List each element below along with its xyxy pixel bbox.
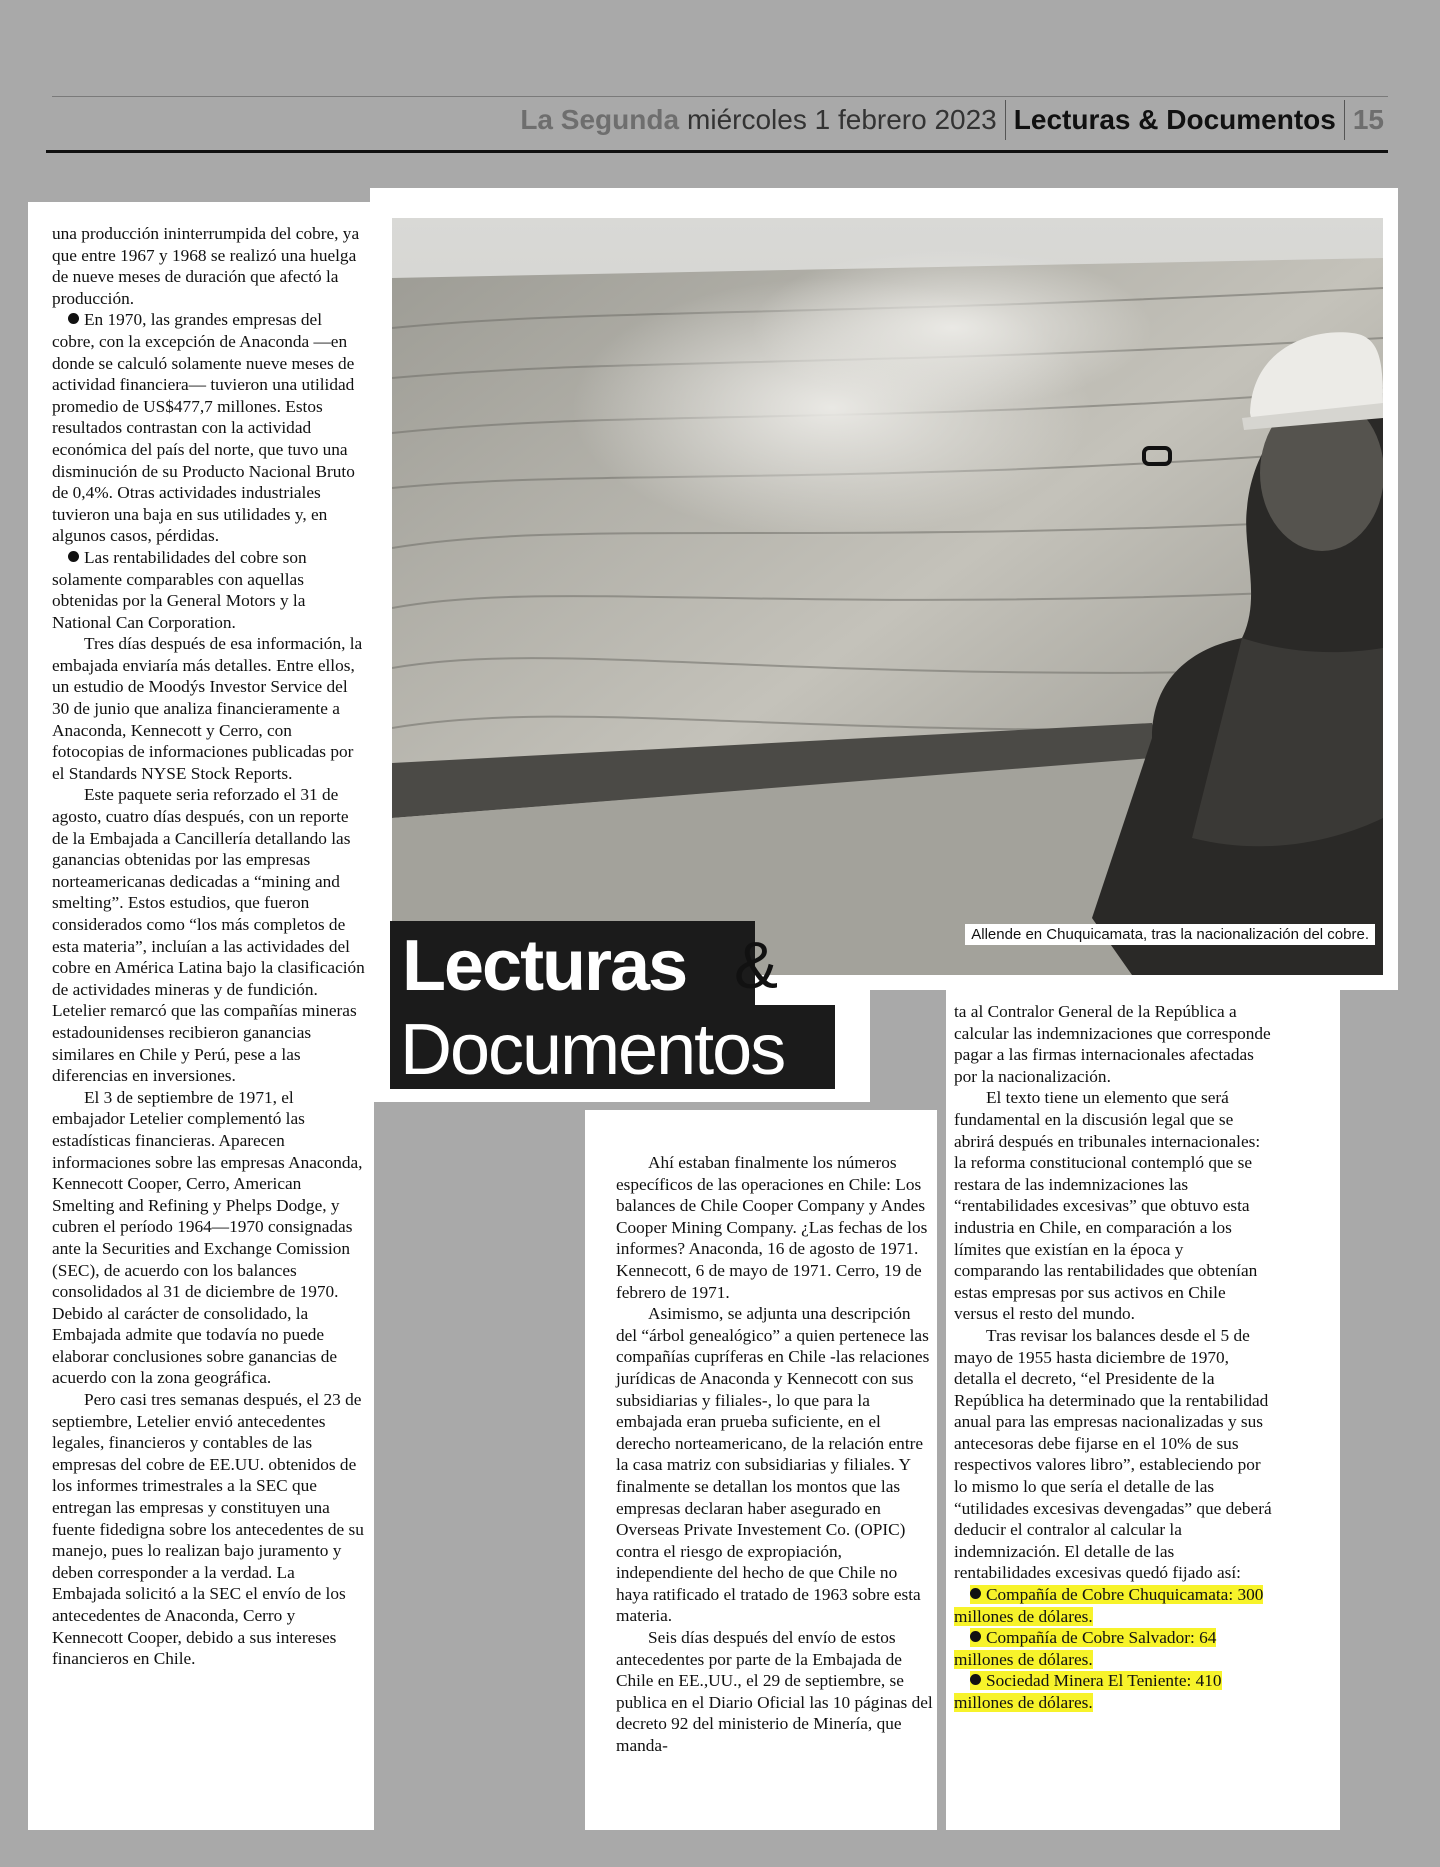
- page-header: [520, 100, 1384, 140]
- highlight: [954, 1585, 1263, 1626]
- bullet-text: Las rentabilidades del cobre son solamente comparables con aquellas obtenidas por la General Motors y la National Can Corporation.: [52, 547, 307, 632]
- bullet-text: En 1970, las grandes empresas del cobre, con la excepción de Anaconda —en donde se calculó solamente nueve meses de actividad financiera— tuvieron una utilidad promedio de US$477,7 millones. Estos resultados contrastan con la actividad económica del país del norte, que tuvo una disminución de su Producto Nacional Bruto de 0,4%. Otras actividades industriales tuvieron una baja en sus utilidades y, en algunos casos, pérdidas.: [52, 310, 355, 546]
- paragraph: Tras revisar los balances desde el 5 de mayo de 1955 hasta diciembre de 1970, detalla el decreto, “el Presidente de la República ha determinado que la rentabilidad anual para las empresas nacionalizadas y sus antecesoras debe fijarse en el 10% de sus respectivos valores libro”, estableciendo por lo mismo lo que sería el detalle de las “utilidades excesivas devengadas” que deberá deducir el contralor al calcular la indemnización. El detalle de las rentabilidades excesivas quedó fijado así:: [954, 1325, 1272, 1583]
- paragraph: Asimismo, se adjunta una descripción del “árbol genealógico” a quien pertenece las compañías cupríferas en Chile -las relaciones jurídicas de Anaconda y Kennecott con sus subsidiarias y filiales-, lo que para la embajada eran prueba suficiente, en el derecho norteamericano, de la relación entre la casa matriz con subsidiarias y filiales. Y finalmente se detallan los montos que las empresas declaran haber asegurado en Overseas Private Investement Co. (OPIC) contra el riesgo de expropiación, independiente del hecho de que Chile no haya ratificado el tratado de 1963 sobre esta materia.: [616, 1304, 930, 1626]
- newspaper-name: La Segunda: [520, 104, 680, 135]
- paragraph: Tres días después de esa información, la embajada enviaría más detalles. Entre ellos, un estudio de Moodýs Investor Service del 30 de junio que analiza financieramente a Anaconda, Kennecott y Cerro, con fotocopias de informaciones publicadas por el Standards NYSE Stock Reports.: [52, 634, 363, 783]
- page-number: 15: [1352, 104, 1384, 135]
- header-top-rule: [52, 96, 1388, 97]
- logo-word-documentos: Documentos: [400, 1010, 785, 1090]
- paragraph: ta al Contralor General de la República a calcular las indemnizaciones que corresponde pagar a las firmas internacionales afectadas por la nacionalización.: [954, 1002, 1271, 1086]
- highlight: [954, 1671, 1222, 1712]
- paragraph: una producción ininterrumpida del cobre, ya que entre 1967 y 1968 se realizó una huelga de nueve meses de duración que afectó la producción.: [52, 224, 360, 308]
- bullet-item: [52, 309, 368, 547]
- highlighted-bullet-item: [954, 1670, 1272, 1713]
- issue-date: miércoles 1 febrero 2023: [687, 104, 997, 135]
- bullet-icon: [970, 1588, 981, 1599]
- header-bottom-rule: [46, 150, 1388, 153]
- bullet-icon: [68, 313, 79, 324]
- bullet-icon: [970, 1674, 981, 1685]
- article-column-3: [954, 1001, 1272, 1714]
- bullet-item: [52, 547, 368, 633]
- bullet-text: Compañía de Cobre Chuquicamata: 300 millones de dólares.: [954, 1585, 1264, 1626]
- highlighted-bullet-item: [954, 1584, 1272, 1627]
- paragraph: Pero casi tres semanas después, el 23 de septiembre, Letelier envió antecedentes legales, financieros y contables de las empresas del cobre de EE.UU. obtenidos de los informes trimestrales a la SEC que entregan las empresas y constituyen una fuente fidedigna sobre los antecedentes de su manejo, pues lo realizan bajo juramento y deben corresponder a la verdad. La Embajada solicitó a la SEC el envío de los antecedentes de Anaconda, Cerro y Kennecott Cooper, debido a sus intereses financieros en Chile.: [52, 1390, 364, 1669]
- paragraph: Este paquete seria reforzado el 31 de agosto, cuatro días después, con un reporte de la Embajada a Cancillería detallando las ganancias obtenidas por las empresas norteamericanas dedicadas a “mining and smelting”. Estos estudios, que fueron considerados como “los más completos de esta materia”, incluían a las actividades del cobre en América Latina bajo la clasificación de actividades mineras y de fundición. Letelier remarcó que las compañías mineras estadounidenses recibieron ganancias similares en Chile y Perú, pese a las diferencias en inversiones.: [52, 785, 365, 1086]
- bullet-icon: [68, 551, 79, 562]
- paragraph: Seis días después del envío de estos antecedentes por parte de la Embajada de Chile en EE.,UU., el 29 de septiembre, se publica en el Diario Oficial las 10 páginas del decreto 92 del ministerio de Minería, que manda-: [616, 1628, 933, 1756]
- allende-mine-photo: [392, 218, 1383, 975]
- logo-word-lecturas: Lecturas: [402, 926, 687, 1006]
- paragraph: El texto tiene un elemento que será fundamental en la discusión legal que se abrirá después en tribunales internacionales: la reforma constitucional contempló que se restara de las indemnizaciones las “rentabilidades excesivas” que obtuvo esta industria en Chile, en comparación a los límites que existían en la época y comparando las rentabilidades que obtenían estas empresas por sus activos en Chile versus el resto del mundo.: [954, 1088, 1261, 1324]
- article-column-1: [52, 223, 368, 1670]
- photo-caption: Allende en Chuquicamata, tras la nacionalización del cobre.: [965, 924, 1375, 945]
- header-divider: [1344, 100, 1345, 140]
- section-logo: [390, 921, 835, 1089]
- photo-illustration: [392, 218, 1383, 975]
- highlight: [954, 1628, 1216, 1669]
- bullet-icon: [970, 1631, 981, 1642]
- paragraph: El 3 de septiembre de 1971, el embajador Letelier complementó las estadísticas financieras. Aparecen informaciones sobre las empresas Anaconda, Kennecott Cooper, Cerro, American Smelting and Refining y Phelps Dodge, y cubren el período 1964—1970 consignadas ante la Securities and Exchange Comission (SEC), de acuerdo con los balances consolidados al 31 de diciembre de 1970. Debido al carácter de consolidado, la Embajada admite que todavía no puede elaborar conclusiones sobre ganancias de acuerdo con la zona geográfica.: [52, 1087, 363, 1388]
- header-divider: [1005, 100, 1006, 140]
- article-column-2: [616, 1152, 933, 1757]
- bullet-text: Sociedad Minera El Teniente: 410 millones de dólares.: [954, 1671, 1222, 1712]
- logo-ampersand: &: [734, 928, 779, 1002]
- highlighted-bullet-item: [954, 1627, 1272, 1670]
- section-name: Lecturas & Documentos: [1013, 104, 1336, 135]
- bullet-text: Compañía de Cobre Salvador: 64 millones de dólares.: [954, 1628, 1217, 1669]
- paragraph: Ahí estaban finalmente los números específicos de las operaciones en Chile: Los balances de Chile Cooper Company y Andes Cooper Mining Company. ¿Las fechas de los informes? Anaconda, 16 de agosto de 1971. Kennecott, 6 de mayo de 1971. Cerro, 19 de febrero de 1971.: [616, 1153, 928, 1302]
